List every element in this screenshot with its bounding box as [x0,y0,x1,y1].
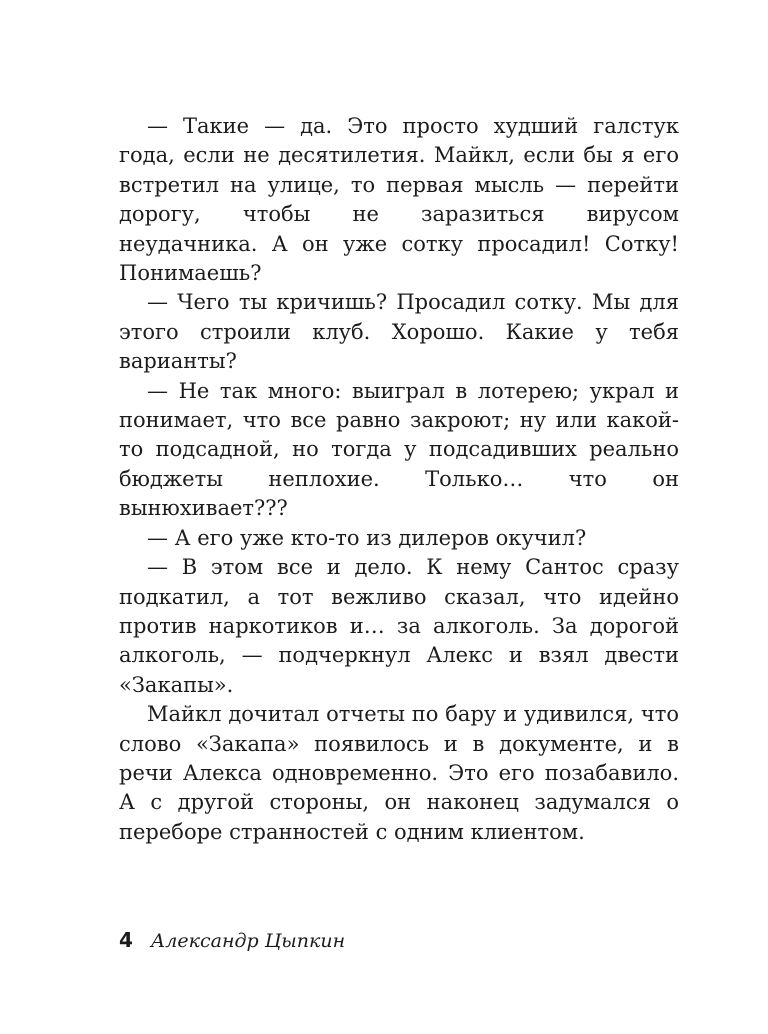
body-text [119,112,679,847]
paragraph: — А его уже кто-то из дилеров окучил? [147,525,587,550]
paragraph: — Не так много: выиграл в лотерею; украл и понимает, что все равно закроют; ну или какой-то подсадной, но тогда у подсадивших реально бюджеты неплохие. Только… что он вынюхивает??? [119,378,679,521]
paragraph: — В этом все и дело. К нему Сантос сразу подкатил, а тот вежливо сказал, что идейно против наркотиков и… за алкоголь. За дорогой алкоголь, — подчеркнул Алекс и взял двести «Закапы». [119,555,679,697]
page-footer [119,928,345,956]
paragraph: — Чего ты кричишь? Просадил сотку. Мы для этого строили клуб. Хорошо. Какие у тебя варианты? [119,290,679,374]
paragraph: Майкл дочитал отчеты по бару и удивился, что слово «Закапа» появилось и в документе, и в речи Алекса одновременно. Это его позабавило. А с другой стороны, он наконец задумался о переборе странностей с одним клиентом. [119,702,679,844]
page-number: 4 [119,928,133,952]
running-footer-author: Александр Цыпкин [150,930,346,952]
paragraph: — Такие — да. Это просто худший галстук года, если не десятилетия. Майкл, если бы я его встретил на улице, то первая мысль — перейти дорогу, чтобы не заразиться вирусом неудачника. А он уже сотку просадил! Сотку! Понимаешь? [119,114,679,286]
